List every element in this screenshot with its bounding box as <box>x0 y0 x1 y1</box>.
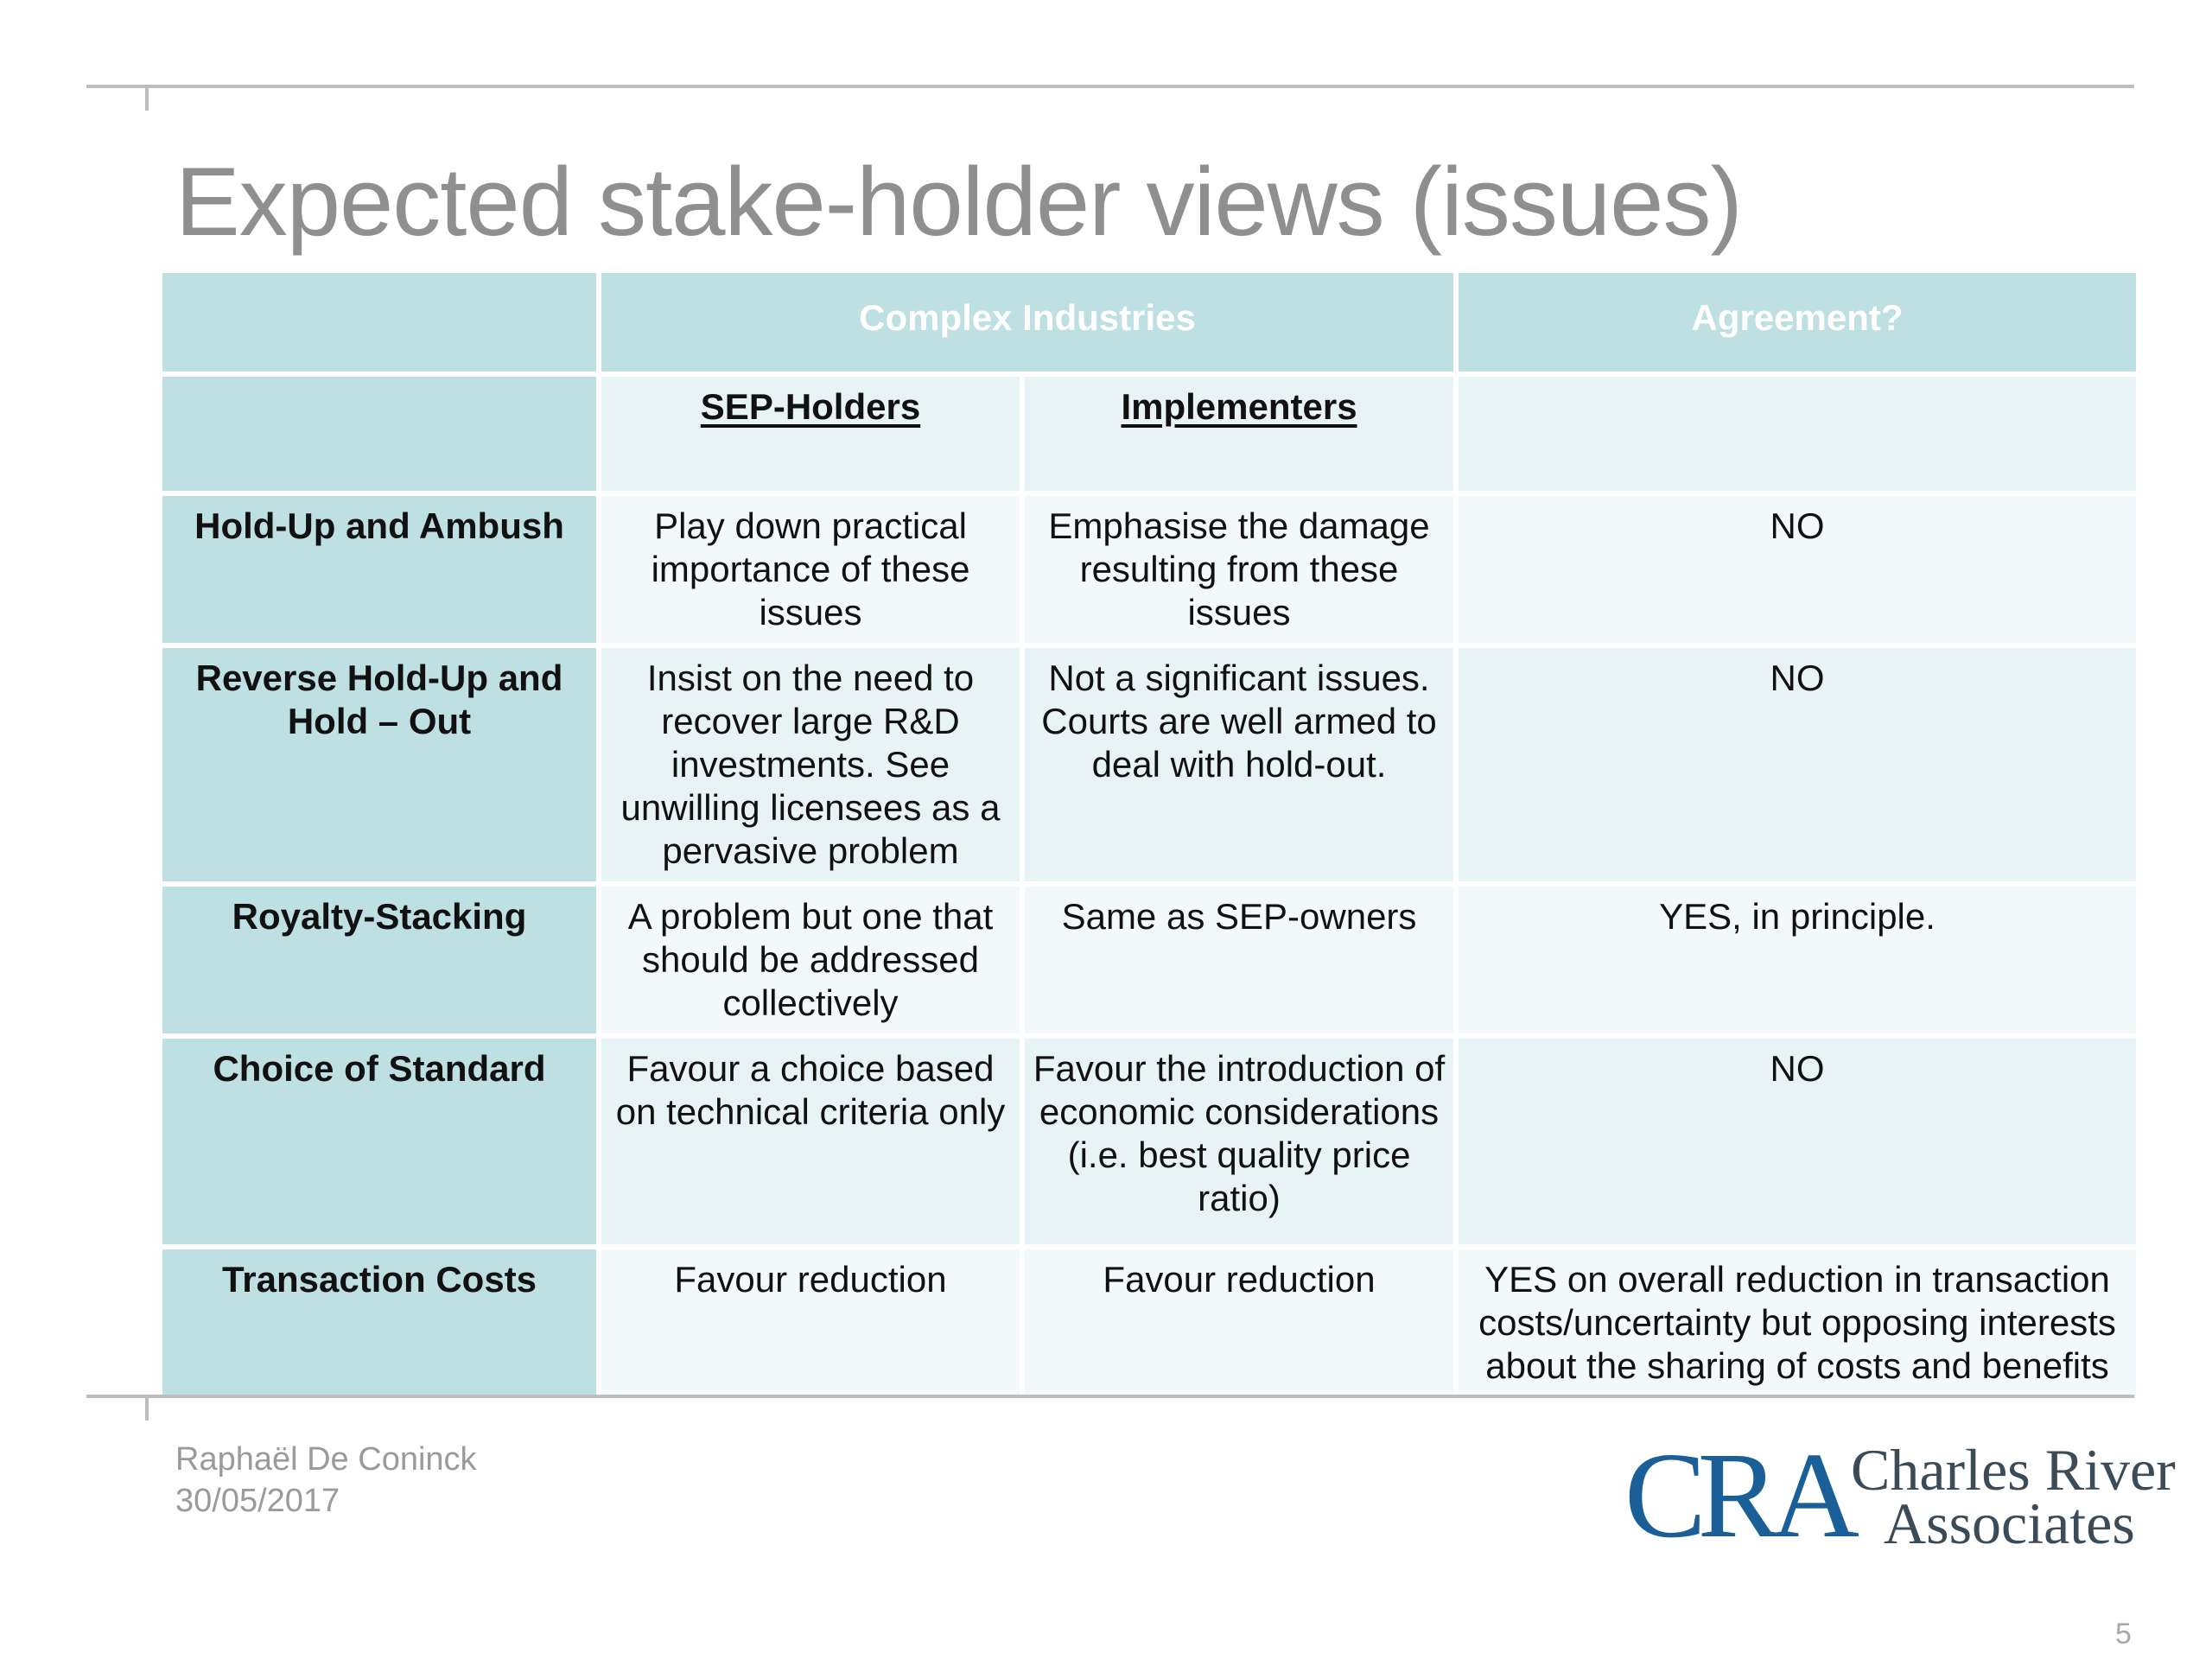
page-number: 5 <box>2115 1618 2132 1650</box>
row-impl-cell: Emphasise the damage resulting from these issues <box>1025 496 1459 648</box>
row-sep-cell: Play down practical importance of these issues <box>601 496 1025 648</box>
table-row <box>162 648 2136 887</box>
row-impl-cell: Not a significant issues. Courts are well armed to deal with hold-out. <box>1025 648 1459 887</box>
row-label: Choice of Standard <box>162 1039 601 1249</box>
footer-date: 30/05/2017 <box>175 1483 340 1519</box>
bottom-rule-tick <box>145 1396 149 1421</box>
subheader-sep-holders <box>601 377 1025 496</box>
subheader-impl-label: Implementers <box>1121 386 1357 427</box>
stakeholder-views-table <box>162 273 2136 1398</box>
row-agreement-cell: YES on overall reduction in transaction costs/uncertainty but opposing interests about the sharing of costs and benefits <box>1459 1249 2136 1398</box>
cra-logo <box>1624 1427 2176 1563</box>
row-impl-cell: Favour the introduction of economic considerations (i.e. best quality price ratio) <box>1025 1039 1459 1249</box>
subheader-sep-label: SEP-Holders <box>700 386 921 427</box>
slide-title: Expected stake-holder views (issues) <box>175 148 1742 256</box>
row-label: Transaction Costs <box>162 1249 601 1398</box>
table-row <box>162 496 2136 648</box>
row-label: Reverse Hold-Up and Hold – Out <box>162 648 601 887</box>
row-impl-cell: Favour reduction <box>1025 1249 1459 1398</box>
subheader-empty-cell <box>162 377 601 496</box>
bottom-rule <box>86 1395 2134 1398</box>
cra-logo-line1: Charles River <box>1851 1437 2176 1503</box>
subheader-agreement-empty <box>1459 377 2136 496</box>
row-sep-cell: Favour reduction <box>601 1249 1025 1398</box>
row-sep-cell: Favour a choice based on technical criteria only <box>601 1039 1025 1249</box>
table-row <box>162 887 2136 1039</box>
table-row <box>162 1039 2136 1249</box>
row-label: Hold-Up and Ambush <box>162 496 601 648</box>
row-impl-cell: Same as SEP-owners <box>1025 887 1459 1039</box>
footer-author: Raphaël De Coninck <box>175 1441 477 1478</box>
header-agreement: Agreement? <box>1459 273 2136 377</box>
header-complex-industries: Complex Industries <box>601 273 1459 377</box>
row-agreement-cell: NO <box>1459 648 2136 887</box>
subheader-implementers <box>1025 377 1459 496</box>
top-rule-tick <box>145 86 149 111</box>
top-rule <box>86 85 2134 88</box>
cra-logo-mark: CRA <box>1624 1427 1851 1563</box>
row-label: Royalty-Stacking <box>162 887 601 1039</box>
row-sep-cell: A problem but one that should be addressed collectively <box>601 887 1025 1039</box>
table-header-row <box>162 273 2136 377</box>
row-agreement-cell: YES, in principle. <box>1459 887 2136 1039</box>
row-agreement-cell: NO <box>1459 496 2136 648</box>
table-subheader-row <box>162 377 2136 496</box>
cra-logo-line2: Associates <box>1884 1491 2135 1556</box>
row-sep-cell: Insist on the need to recover large R&D investments. See unwilling licensees as a pervasive problem <box>601 648 1025 887</box>
header-empty-cell <box>162 273 601 377</box>
row-agreement-cell: NO <box>1459 1039 2136 1249</box>
footer-author-block <box>175 1439 477 1522</box>
table-row <box>162 1249 2136 1398</box>
